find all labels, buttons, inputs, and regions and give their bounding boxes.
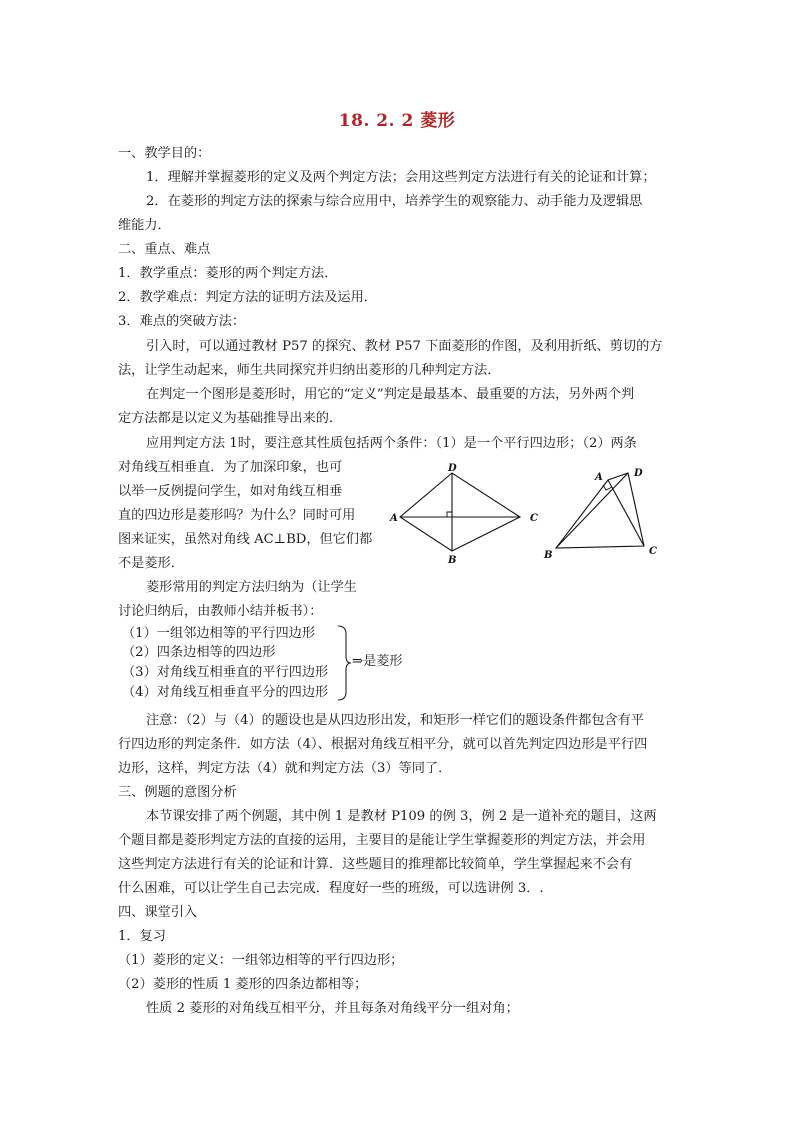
brace-icon — [336, 624, 352, 702]
paragraph-line: 不是菱形． — [118, 556, 184, 571]
paragraph-line: 边形，这样，判定方法（4）就和判定方法（3）等同了． — [118, 761, 452, 776]
section-heading-objectives: 一、教学目的： — [118, 146, 211, 161]
section-heading-key-points: 二、重点、难点 — [118, 242, 211, 257]
paragraph-line: 讨论归纳后，由教师小结并板书）： — [118, 604, 323, 619]
paragraph-line: 菱形常用的判定方法归纳为（让学生 — [146, 580, 357, 595]
section-heading-examples: 三、例题的意图分析 — [118, 785, 237, 800]
paragraph-line: 应用判定方法 1时，要注意其性质包括两个条件：（1）是一个平行四边形；（2）两条 — [146, 436, 637, 451]
paragraph-line: 以举一反例提问学生，如对角线互相垂 — [118, 484, 343, 499]
paragraph-line: 在判定一个图形是菱形时，用它的“定义”判定是最基本、最重要的方法，另外两个判 — [146, 387, 635, 402]
paragraph-line: 个题目都是菱形判定方法的直接的运用，主要目的是能让学生掌握菱形的判定方法，并会用 — [118, 833, 646, 848]
paragraph-line: 注意：（2）与（4）的题设也是从四边形出发，和矩形一样它们的题设条件都包含有平 — [146, 713, 645, 728]
quad-outline-2 — [556, 473, 644, 548]
paragraph-line: 行四边形的判定条件．如方法（4）、根据对角线互相平分，就可以首先判定四边形是平行四 — [118, 737, 648, 752]
objective-2: 2．在菱形的判定方法的探索与综合应用中，培养学生的观察能力、动手能力及逻辑思 — [146, 194, 643, 209]
criterion-1: （1）一组邻边相等的平行四边形 — [122, 626, 316, 641]
section-heading-intro: 四、课堂引入 — [118, 905, 198, 920]
objective-2-cont: 维能力． — [118, 218, 171, 233]
label-c-2: C — [649, 546, 657, 557]
key-point-1: 1．教学重点：菱形的两个判定方法． — [118, 266, 338, 281]
paragraph-line: 什么困难，可以让学生自己去完成．程度好一些的班级，可以选讲例 3．. — [118, 881, 544, 896]
conclusion-is-rhombus: ⇒是菱形 — [352, 654, 403, 669]
paragraph-line: 引入时，可以通过教材 P57 的探究、教材 P57 下面菱形的作图，及利用折纸、剪切的方 — [146, 339, 663, 354]
label-b-2: B — [544, 550, 553, 561]
label-d-2: D — [634, 468, 643, 479]
paragraph-line: 直的四边形是菱形吗？为什么？同时可用 — [118, 508, 356, 523]
review-item-3: 性质 2 菱形的对角线互相平分，并且每条对角线平分一组对角； — [146, 1001, 519, 1016]
paragraph-line: 定方法都是以定义为基础推导出来的． — [118, 411, 343, 426]
label-a-2: A — [595, 472, 603, 483]
review-item-1: （1）菱形的定义：一组邻边相等的平行四边形； — [118, 953, 404, 968]
diagonal-bd-2 — [556, 473, 628, 548]
review-heading: 1．复习 — [118, 929, 166, 944]
criterion-4: （4）对角线互相垂直平分的四边形 — [122, 685, 329, 700]
review-item-2: （2）菱形的性质 1 菱形的四条边都相等； — [118, 977, 368, 992]
page-title: 18. 2. 2 菱形 — [338, 111, 456, 131]
paragraph-line: 本节课安排了两个例题，其中例 1 是教材 P109 的例 3，例 2 是一道补充的题目，这两 — [146, 809, 657, 824]
objective-1: 1．理解并掌握菱形的定义及两个判定方法；会用这些判定方法进行有关的论证和计算； — [146, 170, 656, 185]
paragraph-line: 这些判定方法进行有关的论证和计算．这些题目的推理都比较简单，学生掌握起来不会有 — [118, 857, 633, 872]
paragraph-line: 法，让学生动起来，师生共同探究并归纳出菱形的几种判定方法． — [118, 363, 501, 378]
label-b-1: B — [448, 555, 457, 566]
key-point-3: 3．难点的突破方法： — [118, 314, 246, 329]
criterion-2: （2）四条边相等的四边形 — [122, 645, 276, 660]
label-d-1: D — [448, 463, 457, 474]
paragraph-line: 对角线互相垂直．为了加深印象，也可 — [118, 460, 343, 475]
label-a-1: A — [390, 513, 398, 524]
figure-quadrilateral-1 — [388, 462, 548, 570]
criterion-3: （3）对角线互相垂直的平行四边形 — [122, 665, 329, 680]
paragraph-line: 图来证实，虽然对角线 AC⊥BD，但它们都 — [118, 532, 373, 547]
key-point-2: 2．教学难点：判定方法的证明方法及运用． — [118, 290, 377, 305]
diagonal-ac-2 — [608, 480, 644, 546]
figure-quadrilateral-2 — [538, 462, 668, 566]
right-angle-mark — [447, 512, 452, 517]
quad-outline-1 — [400, 473, 520, 551]
label-c-1: C — [530, 513, 538, 524]
